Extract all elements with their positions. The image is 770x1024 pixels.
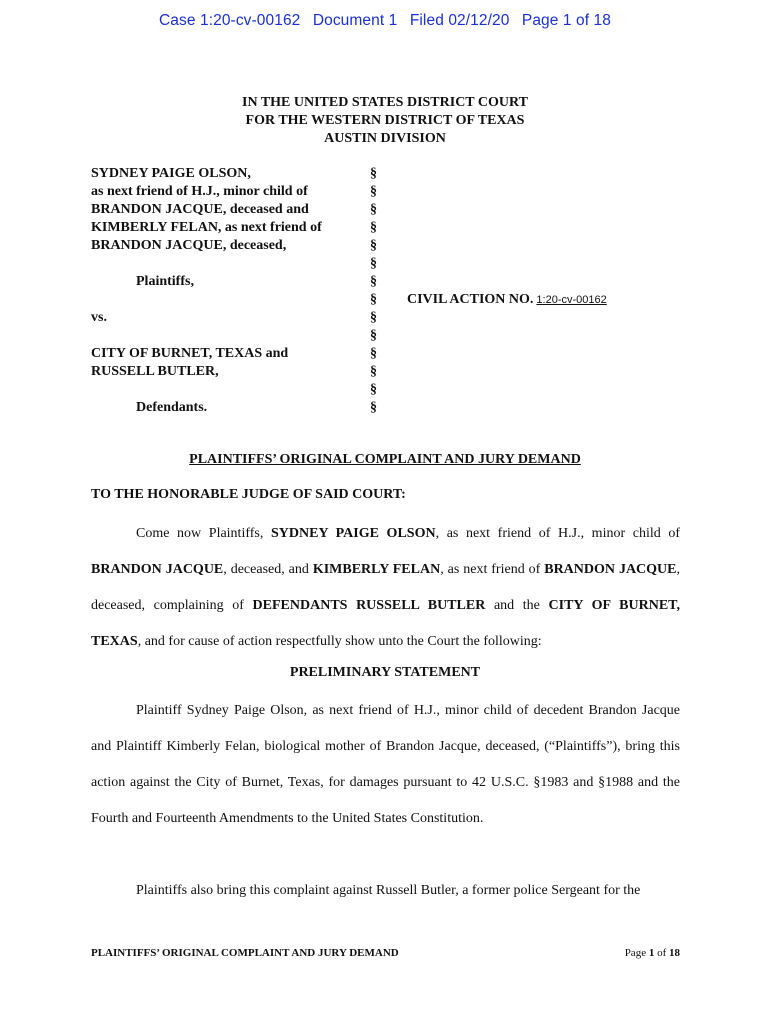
plaintiff-line: BRANDON JACQUE, deceased, [91, 238, 287, 253]
court-line-3: AUSTIN DIVISION [324, 131, 446, 146]
footer-page-number [625, 947, 680, 959]
court-line-1: IN THE UNITED STATES DISTRICT COURT [242, 95, 528, 110]
footer-page-total: 18 [669, 947, 680, 959]
plaintiff-line: KIMBERLY FELAN, as next friend of [91, 220, 322, 235]
case-caption [91, 165, 691, 425]
party-name: SYDNEY PAIGE OLSON [270, 526, 436, 541]
section-symbol: § [370, 166, 377, 181]
section-symbol: § [370, 274, 377, 289]
party-name: DEFENDANTS RUSSELL BUTLER [252, 598, 486, 613]
plaintiff-line: SYDNEY PAIGE OLSON, [91, 166, 251, 181]
footer-of-word: of [657, 947, 667, 959]
versus-label: vs. [91, 310, 107, 325]
section-symbol: § [370, 382, 377, 397]
defendant-line: RUSSELL BUTLER, [91, 364, 219, 379]
stamp-document: Document 1 [312, 12, 398, 29]
salutation: TO THE HONORABLE JUDGE OF SAID COURT: [91, 487, 406, 502]
court-line-2: FOR THE WESTERN DISTRICT OF TEXAS [245, 113, 525, 128]
intro-text: , as next friend of [440, 562, 545, 577]
second-paragraph [91, 873, 680, 909]
section-symbol: § [370, 346, 377, 361]
civil-action [407, 291, 607, 309]
footer-page-word: Page [624, 947, 647, 959]
plaintiff-line: as next friend of H.J., minor child of [91, 184, 308, 199]
civil-action-number: 1:20-cv-00162 [536, 294, 607, 306]
stamp-filed-date: Filed 02/12/20 [409, 12, 510, 29]
section-symbol: § [370, 256, 377, 271]
parties-column [91, 165, 361, 417]
intro-text: and the [485, 598, 549, 613]
intro-text: , deceased, and [223, 562, 313, 577]
section-symbol: § [370, 220, 377, 235]
court-heading [0, 94, 770, 148]
defendant-line: CITY OF BURNET, TEXAS and [91, 346, 289, 361]
party-name: KIMBERLY FELAN [312, 562, 441, 577]
party-name: BRANDON JACQUE [91, 562, 224, 577]
preliminary-paragraph [91, 693, 680, 837]
intro-paragraph [91, 516, 680, 660]
civil-action-label: CIVIL ACTION NO. [407, 292, 534, 307]
document-title: PLAINTIFFS’ ORIGINAL COMPLAINT AND JURY DEMAND [189, 452, 581, 467]
intro-text: , deceased, complaining of [91, 562, 681, 613]
section-symbol: § [370, 364, 377, 379]
section-symbol-column [370, 165, 382, 417]
footer-title: PLAINTIFFS’ ORIGINAL COMPLAINT AND JURY DEMAND [91, 947, 399, 959]
preliminary-statement-heading: PRELIMINARY STATEMENT [289, 665, 481, 680]
party-name: BRANDON JACQUE [544, 562, 677, 577]
second-paragraph-text: Plaintiffs also bring this complaint against Russell Butler, a former police Sergeant for the [136, 883, 641, 898]
section-symbol: § [370, 400, 377, 415]
section-symbol: § [370, 310, 377, 325]
defendants-label: Defendants. [136, 400, 208, 415]
section-symbol: § [370, 238, 377, 253]
party-name: CITY OF BURNET, TEXAS [91, 598, 680, 649]
intro-text: , and for cause of action respectfully show unto the Court the following: [137, 634, 542, 649]
section-symbol: § [370, 184, 377, 199]
stamp-case-number: Case 1:20-cv-00162 [159, 12, 301, 29]
plaintiffs-label: Plaintiffs, [136, 274, 194, 289]
plaintiff-line: BRANDON JACQUE, deceased and [91, 202, 309, 217]
footer-page-current: 1 [648, 947, 655, 959]
section-symbol: § [370, 292, 377, 307]
section-symbol: § [370, 328, 377, 343]
preliminary-text: Plaintiff Sydney Paige Olson, as next friend of H.J., minor child of decedent Brandon Jacque and Plaintiff Kimberly Felan, biological mother of Brandon Jacque, deceased, (“Plaintiffs”), bring this action against the City of Burnet, Texas, for damages pursuant to 42 U.S.C. §1983 and §1988 and the Fourth and Fourteenth Amendments to the United States Constitution. [91, 703, 680, 826]
intro-text: Come now Plaintiffs, [136, 526, 271, 541]
ecf-header-stamp [0, 12, 770, 30]
intro-text: , as next friend of H.J., minor child of [435, 526, 681, 541]
stamp-page: Page 1 of 18 [521, 12, 611, 29]
section-symbol: § [370, 202, 377, 217]
